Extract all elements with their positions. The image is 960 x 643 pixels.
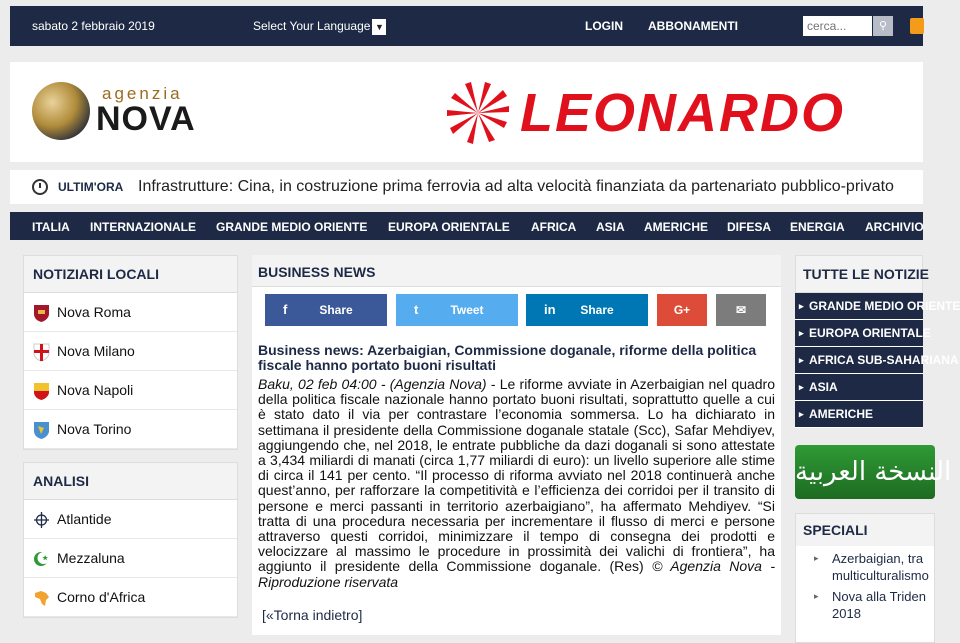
- back-link[interactable]: [«Torna indietro]: [262, 607, 363, 623]
- nav-item-grande-medio-oriente[interactable]: GRANDE MEDIO ORIENTE: [216, 220, 368, 234]
- right-nav-africa-sub-sahariana[interactable]: ▸ AFRICA SUB-SAHARIANA: [795, 347, 923, 374]
- sidebar-item-nova-roma[interactable]: [24, 293, 237, 332]
- twitter-share-button[interactable]: [396, 294, 518, 326]
- nav-item-italia[interactable]: ITALIA: [32, 220, 70, 234]
- napoli-crest-icon: [33, 382, 50, 400]
- top-bar: [10, 6, 923, 46]
- all-news-title: TUTTE LE NOTIZIE: [796, 256, 922, 292]
- article-dateline: Baku, 02 feb 04:00 - (Agenzia Nova): [258, 376, 487, 392]
- roma-crest-icon: [33, 304, 50, 322]
- logo-wordmark[interactable]: NOVA: [96, 100, 196, 138]
- subscriptions-link[interactable]: ABBONAMENTI: [648, 19, 738, 33]
- all-news-box: [795, 255, 929, 293]
- sidebar-item-label: Nova Napoli: [57, 382, 134, 398]
- current-date: sabato 2 febbraio 2019: [32, 19, 155, 33]
- sidebar-item-atlantide[interactable]: [24, 500, 237, 539]
- right-nav-americhe[interactable]: ▸ AMERICHE: [795, 401, 923, 428]
- nav-item-archivio[interactable]: ARCHIVIO: [865, 220, 924, 234]
- local-news-box: [23, 255, 238, 450]
- africa-map-icon: [33, 589, 50, 607]
- login-link[interactable]: LOGIN: [585, 19, 623, 33]
- crescent-icon: [33, 550, 50, 568]
- sidebar-item-label: Nova Torino: [57, 421, 132, 437]
- analysis-title: ANALISI: [24, 463, 237, 500]
- compass-icon: [33, 511, 50, 529]
- article-body: [258, 377, 775, 590]
- special-item[interactable]: ▸ Nova alla Triden: [796, 588, 934, 605]
- breaking-news-ticker: [10, 170, 923, 204]
- linkedin-share-button[interactable]: [526, 294, 648, 326]
- facebook-icon: f: [283, 302, 288, 317]
- ticker-tag: ULTIM'ORA: [58, 180, 124, 194]
- language-label: Select Your Language: [253, 19, 371, 34]
- nav-item-difesa[interactable]: DIFESA: [727, 220, 772, 234]
- twitter-icon: t: [414, 302, 419, 317]
- sidebar-item-nova-torino[interactable]: [24, 410, 237, 449]
- sidebar-item-label: Nova Milano: [57, 343, 135, 359]
- right-nav-grande-medio-oriente[interactable]: ▸ GRANDE MEDIO ORIENTE: [795, 293, 923, 320]
- article-copyright: © Agenzia Nova - Riproduzione riservata: [258, 558, 775, 590]
- left-sidebar: [23, 255, 238, 630]
- leonardo-mark-icon[interactable]: [443, 78, 513, 148]
- linkedin-icon: in: [544, 302, 556, 317]
- globe-logo-icon[interactable]: [32, 82, 90, 140]
- nav-item-energia[interactable]: ENERGIA: [790, 220, 845, 234]
- site-header: [10, 62, 923, 162]
- sidebar-item-label: Nova Roma: [57, 304, 131, 320]
- nav-item-europa-orientale[interactable]: EUROPA ORIENTALE: [388, 220, 510, 234]
- sidebar-item-mezzaluna[interactable]: [24, 539, 237, 578]
- facebook-share-button[interactable]: [265, 294, 387, 326]
- milano-crest-icon: [33, 343, 50, 361]
- main-content: [252, 255, 781, 635]
- email-share-button[interactable]: [716, 294, 766, 326]
- local-news-title: NOTIZIARI LOCALI: [24, 256, 237, 293]
- right-nav-europa-orientale[interactable]: ▸ EUROPA ORIENTALE: [795, 320, 923, 347]
- ticker-headline[interactable]: Infrastrutture: Cina, in costruzione prima ferrovia ad alta velocità finanziata da partenariato pubblico-privato: [138, 178, 894, 195]
- twitter-share-label: Tweet: [450, 303, 484, 317]
- google-plus-icon: G+: [673, 303, 691, 317]
- main-nav: [10, 212, 923, 240]
- search-input[interactable]: [803, 16, 872, 36]
- special-item-continuation[interactable]: multiculturalismo: [832, 568, 929, 583]
- analysis-box: [23, 462, 238, 618]
- nav-item-asia[interactable]: ASIA: [596, 220, 625, 234]
- specials-box: [795, 513, 935, 643]
- sidebar-item-corno-africa[interactable]: [24, 578, 237, 617]
- special-item[interactable]: ▸ Azerbaigian, tra: [796, 550, 934, 567]
- article-text: - Le riforme avviate in Azerbaigian nel quadro della politica fiscale nazionale hanno portato buoni risultati, soprattutto quelle a cui è stato dato il via per contrastare l’economia sommersa. Lo ha dichiarato in settimana il presidente della Commissione doganale statale (Scc), Safar Mehdiyev, aggiungendo che, nel 2018, le entrate pubbliche da dazi doganali si sono attestate a 3,434 miliardi di manati (circa 1,77 miliardi di euro): un livello superiore alle stime di circa il 141 per cento. “Il processo di riforma avviato nel 2018 continuerà anche quest’anno, per rafforzare la competitività e l’efficienza dei corridoi per il transito di persone e merci passanti in territorio azerbaigiano”, ha affermato Mehdiyev. “Si tratta di una procedura necessaria per incrementare il flusso di merci e persone attraverso questi corridoi, minimizzare il tempo di consegna dei prodotti e velocizzare al massimo le procedure in prossimità dei valichi di frontiera”, ha aggiunto il presidente della Commissione doganale. (Res): [258, 376, 775, 575]
- facebook-share-label: Share: [319, 303, 353, 317]
- sidebar-item-nova-napoli[interactable]: [24, 371, 237, 410]
- language-selector[interactable]: [253, 19, 386, 35]
- chevron-down-icon[interactable]: ▼: [372, 19, 386, 35]
- article-title: Business news: Azerbaigian, Commissione doganale, riforme della politica fiscale hanno portato buoni risultati: [258, 342, 757, 373]
- right-nav-asia[interactable]: ▸ ASIA: [795, 374, 923, 401]
- special-item-continuation[interactable]: 2018: [832, 606, 861, 621]
- sidebar-item-label: Mezzaluna: [57, 550, 125, 566]
- clock-icon: [32, 179, 48, 195]
- arabic-edition-banner[interactable]: النسخة العربية: [795, 445, 935, 499]
- sidebar-item-label: Atlantide: [57, 511, 112, 527]
- section-title: BUSINESS NEWS: [252, 255, 781, 287]
- nav-item-africa[interactable]: AFRICA: [531, 220, 577, 234]
- specials-title: SPECIALI: [796, 514, 934, 546]
- nav-item-americhe[interactable]: AMERICHE: [644, 220, 709, 234]
- torino-crest-icon: [33, 421, 50, 439]
- right-sidebar: [795, 255, 960, 635]
- search-icon[interactable]: ⚲: [873, 16, 893, 36]
- rss-icon[interactable]: [910, 18, 924, 34]
- linkedin-share-label: Share: [580, 303, 614, 317]
- envelope-icon: ✉: [735, 303, 747, 317]
- leonardo-banner[interactable]: LEONARDO: [520, 83, 845, 143]
- sidebar-item-label: Corno d'Africa: [57, 589, 146, 605]
- google-plus-share-button[interactable]: [657, 294, 707, 326]
- logo-tagline[interactable]: agenzia: [102, 84, 183, 103]
- nav-item-internazionale[interactable]: INTERNAZIONALE: [90, 220, 196, 234]
- sidebar-item-nova-milano[interactable]: [24, 332, 237, 371]
